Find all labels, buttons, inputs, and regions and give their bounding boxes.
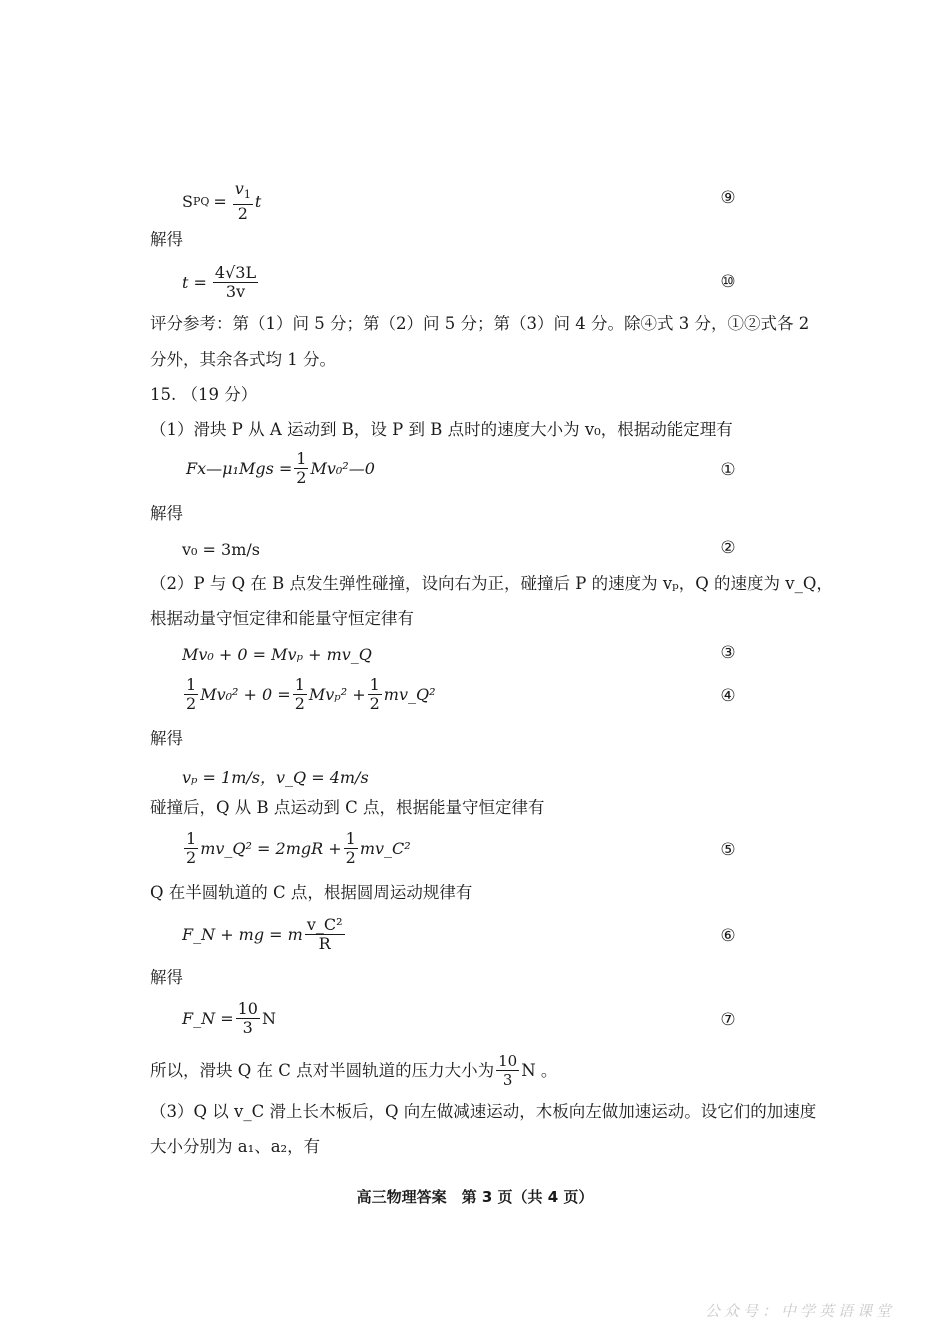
eq5-num-a: 1 bbox=[186, 829, 197, 848]
text-jiede-2: 解得 bbox=[150, 504, 183, 523]
eq1-fraction bbox=[294, 450, 308, 487]
equation-6 bbox=[182, 916, 347, 953]
text-q15-part3b: 大小分别为 a₁、a₂，有 bbox=[150, 1137, 321, 1156]
eq5-fraction-b bbox=[344, 830, 358, 867]
eq5-den-b: 2 bbox=[345, 848, 356, 867]
pressure-fraction bbox=[496, 1052, 519, 1089]
result-v-text: vₚ = 1m/s，v_Q = 4m/s bbox=[182, 768, 369, 787]
eq-number-5: ⑤ bbox=[720, 840, 736, 860]
text-q15-part2b: 根据动量守恒定律和能量守恒定律有 bbox=[150, 609, 414, 628]
eq5-part-a: mv_Q² = 2mgR + bbox=[200, 839, 342, 858]
eq-number-3: ③ bbox=[720, 643, 736, 663]
eq9-sub: PQ bbox=[192, 195, 210, 209]
eq9-t: t bbox=[254, 192, 262, 212]
eq4-fraction-c bbox=[368, 676, 382, 713]
eq-number-10: ⑩ bbox=[720, 272, 736, 292]
eq4-den-c: 2 bbox=[369, 694, 380, 713]
eq7-den: 3 bbox=[242, 1018, 253, 1037]
eq10-left: t = bbox=[182, 273, 207, 292]
eq9-num-sub: 1 bbox=[243, 188, 251, 202]
equation-4 bbox=[182, 676, 436, 713]
eq6-left: F_N + mg = m bbox=[182, 925, 303, 944]
eq-number-1: ① bbox=[720, 460, 736, 480]
equation-3 bbox=[182, 645, 372, 664]
eq4-num-c: 1 bbox=[369, 675, 380, 694]
text-q15-part1: （1）滑块 P 从 A 运动到 B，设 P 到 B 点时的速度大小为 v₀，根据动能定理有 bbox=[150, 420, 733, 439]
eq6-fraction bbox=[305, 916, 345, 953]
text-q-at-c: Q 在半圆轨道的 C 点，根据圆周运动规律有 bbox=[150, 883, 473, 902]
text-q15-part2a: （2）P 与 Q 在 B 点发生弹性碰撞，设向右为正，碰撞后 P 的速度为 vₚ，Q 的速度为 v_Q， bbox=[150, 574, 833, 593]
text-score-ref-b: 分外，其余各式均 1 分。 bbox=[150, 350, 336, 369]
result-velocities bbox=[182, 765, 369, 788]
equation-9: S PQ = $\frac{v_1}{2}$ t bbox=[182, 179, 262, 224]
eq4-part-a: Mv₀² + 0 = bbox=[200, 685, 291, 704]
text-pressure-b: N 。 bbox=[521, 1060, 558, 1080]
eq4-num-a: 1 bbox=[186, 675, 197, 694]
eq10-den: 3v bbox=[225, 282, 246, 301]
pressure-den: 3 bbox=[502, 1071, 513, 1089]
eq3-text: Mv₀ + 0 = Mvₚ + mv_Q bbox=[182, 645, 372, 664]
eq4-fraction-b bbox=[293, 676, 307, 713]
watermark: 公众号：中学英语课堂 bbox=[705, 1302, 896, 1320]
eq5-den-a: 2 bbox=[186, 848, 197, 867]
eq4-part-c: mv_Q² bbox=[383, 685, 436, 704]
eq5-fraction-a bbox=[184, 830, 198, 867]
eq4-den-a: 2 bbox=[186, 694, 197, 713]
eq9-fraction bbox=[233, 180, 253, 223]
eq4-part-b: Mvₚ² + bbox=[308, 685, 366, 704]
text-jiede-1: 解得 bbox=[150, 230, 183, 249]
eq6-num: v_C² bbox=[306, 915, 343, 934]
eq-number-2: ② bbox=[720, 538, 736, 558]
question-15-header: 15. （19 分） bbox=[150, 385, 258, 404]
eq6-den: R bbox=[318, 934, 331, 953]
text-jiede-3: 解得 bbox=[150, 729, 183, 748]
eq1-den: 2 bbox=[296, 468, 307, 487]
text-score-ref-a: 评分参考：第（1）问 5 分；第（2）问 5 分；第（3）问 4 分。除④式 3 分，①②式各 2 bbox=[150, 314, 810, 333]
eq5-part-b: mv_C² bbox=[359, 839, 411, 858]
equation-2 bbox=[182, 540, 260, 559]
eq-number-6: ⑥ bbox=[720, 926, 736, 946]
eq7-num: 10 bbox=[237, 999, 258, 1018]
eq-number-7: ⑦ bbox=[720, 1010, 736, 1030]
text-pressure-a: 所以，滑块 Q 在 C 点对半圆轨道的压力大小为 bbox=[150, 1060, 495, 1080]
eq10-num: 4√3L bbox=[214, 263, 257, 282]
equation-1 bbox=[186, 450, 375, 487]
eq10-fraction bbox=[213, 264, 258, 301]
text-q15-part3a: （3）Q 以 v_C 滑上长木板后，Q 向左做减速运动，木板向左做加速运动。设它们的加速度 bbox=[150, 1102, 817, 1121]
eq4-num-b: 1 bbox=[294, 675, 305, 694]
eq-number-9: ⑨ bbox=[720, 188, 736, 208]
eq9-left: S bbox=[182, 192, 193, 212]
eq9-den: 2 bbox=[237, 204, 248, 224]
eq7-unit: N bbox=[261, 1009, 276, 1028]
eq4-den-b: 2 bbox=[294, 694, 305, 713]
equation-7 bbox=[182, 1000, 276, 1037]
eq5-num-b: 1 bbox=[345, 829, 356, 848]
text-pressure bbox=[150, 1052, 557, 1089]
eq1-left: Fx—μ₁Mgs = bbox=[186, 459, 293, 478]
eq9-num: v bbox=[234, 179, 244, 198]
eq7-fraction bbox=[236, 1000, 260, 1037]
eq1-num: 1 bbox=[296, 449, 307, 468]
eq2-text: v₀ = 3m/s bbox=[182, 540, 260, 559]
equation-10 bbox=[182, 264, 260, 301]
eq7-left: F_N = bbox=[182, 1009, 234, 1028]
text-after-collision: 碰撞后，Q 从 B 点运动到 C 点，根据能量守恒定律有 bbox=[150, 798, 545, 817]
eq4-fraction-a bbox=[184, 676, 198, 713]
pressure-num: 10 bbox=[498, 1052, 518, 1070]
eq-number-4: ④ bbox=[720, 686, 736, 706]
text-jiede-4: 解得 bbox=[150, 968, 183, 987]
page-footer: 高三物理答案 第 3 页（共 4 页） bbox=[356, 1188, 594, 1206]
equation-5 bbox=[182, 830, 411, 867]
eq1-right: Mv₀²—0 bbox=[310, 459, 375, 478]
